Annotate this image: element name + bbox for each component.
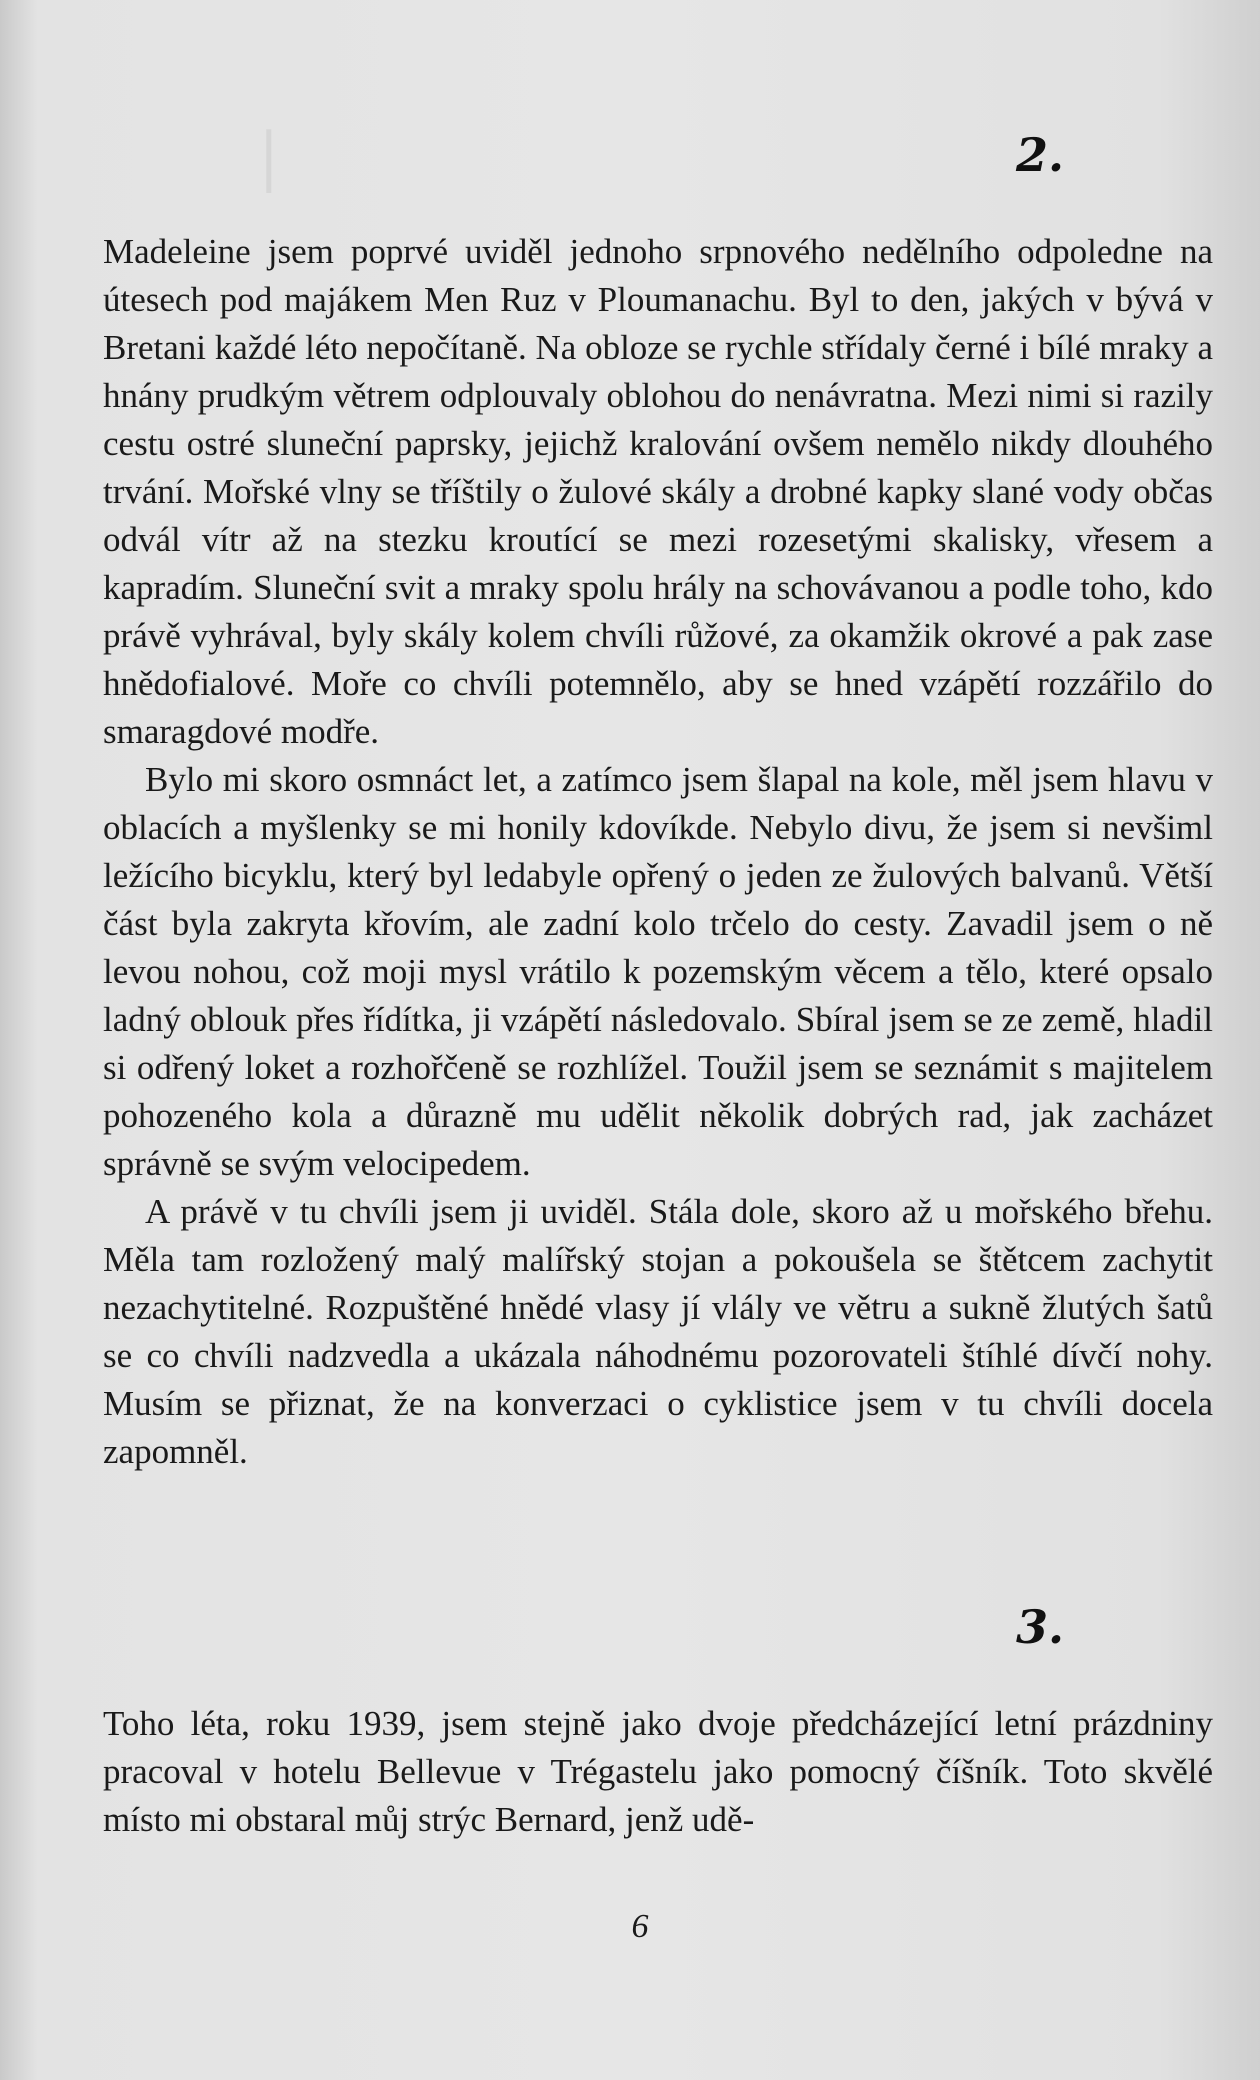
chapter-number: 2.: [1015, 128, 1064, 182]
paragraph: Madeleine jsem poprvé uviděl jednoho srpnového nedělního odpoledne na útesech pod majákem Men Ruz v Ploumanachu. Byl to den, jakých v bývá v Bretani každé léto nepočítaně. Na obloze se rychle střídaly černé i bílé mraky a hnány prudkým větrem odplouvaly oblohou do nenávratna. Mezi nimi si razily cestu ostré sluneční paprsky, jejichž kralování ovšem nemělo nikdy dlouhého trvání. Mořské vlny se tříštily o žulové skály a drobné kapky slané vody občas odvál vítr až na stezku kroutící se mezi rozesetými skalisky, vřesem a kapradím. Sluneční svit a mraky spolu hrály na schovávanou a podle toho, kdo právě vyhrával, byly skály kolem chvíli růžové, za okamžik okrové a pak zase hnědofialové. Moře co chvíli potemnělo, aby se hned vzápětí rozzářilo do smaragdové modře.: [103, 232, 1213, 751]
chapter-text: [103, 1700, 1213, 1844]
paragraph: A právě v tu chvíli jsem ji uviděl. Stála dole, skoro až u mořského břehu. Měla tam rozložený malý malířský stojan a pokoušela se štětcem zachytit nezachytitelné. Rozpuštěné hnědé vlasy jí vlály ve větru a sukně žlutých šatů se co chvíli nadzvedla a ukázala náhodnému pozorovateli štíhlé dívčí nohy. Musím se přiznat, že na konverzaci o cyklistice jsem v tu chvíli docela zapomněl.: [103, 1192, 1213, 1471]
bleed-through-mark: |: [258, 120, 280, 194]
page-number: 6: [631, 1908, 649, 1945]
chapter-text: [103, 228, 1213, 1476]
paragraph: Toho léta, roku 1939, jsem stejně jako dvoje předcházející letní prázdniny pracoval v hotelu Bellevue v Trégastelu jako pomocný číšník. Toto skvělé místo mi obstaral můj strýc Bernard, jenž udě-: [103, 1704, 1213, 1839]
chapter-number: 3.: [1015, 1600, 1064, 1654]
paragraph: Bylo mi skoro osmnáct let, a zatímco jsem šlapal na kole, měl jsem hlavu v oblacích a myšlenky se mi honily kdovíkde. Nebylo divu, že jsem si nevšiml ležícího bicyklu, který byl ledabyle opřený o jeden ze žulových balvanů. Větší část byla zakryta křovím, ale zadní kolo trčelo do cesty. Zavadil jsem o ně levou nohou, což moji mysl vrátilo k pozemským věcem a tělo, které opsalo ladný oblouk přes řídítka, ji vzápětí následovalo. Sbíral jsem se ze země, hladil si odřený loket a rozhořčeně se rozhlížel. Toužil jsem se seznámit s majitelem pohozeného kola a důrazně mu udělit několik dobrých rad, jak zacházet správně se svým velocipedem.: [103, 760, 1213, 1183]
